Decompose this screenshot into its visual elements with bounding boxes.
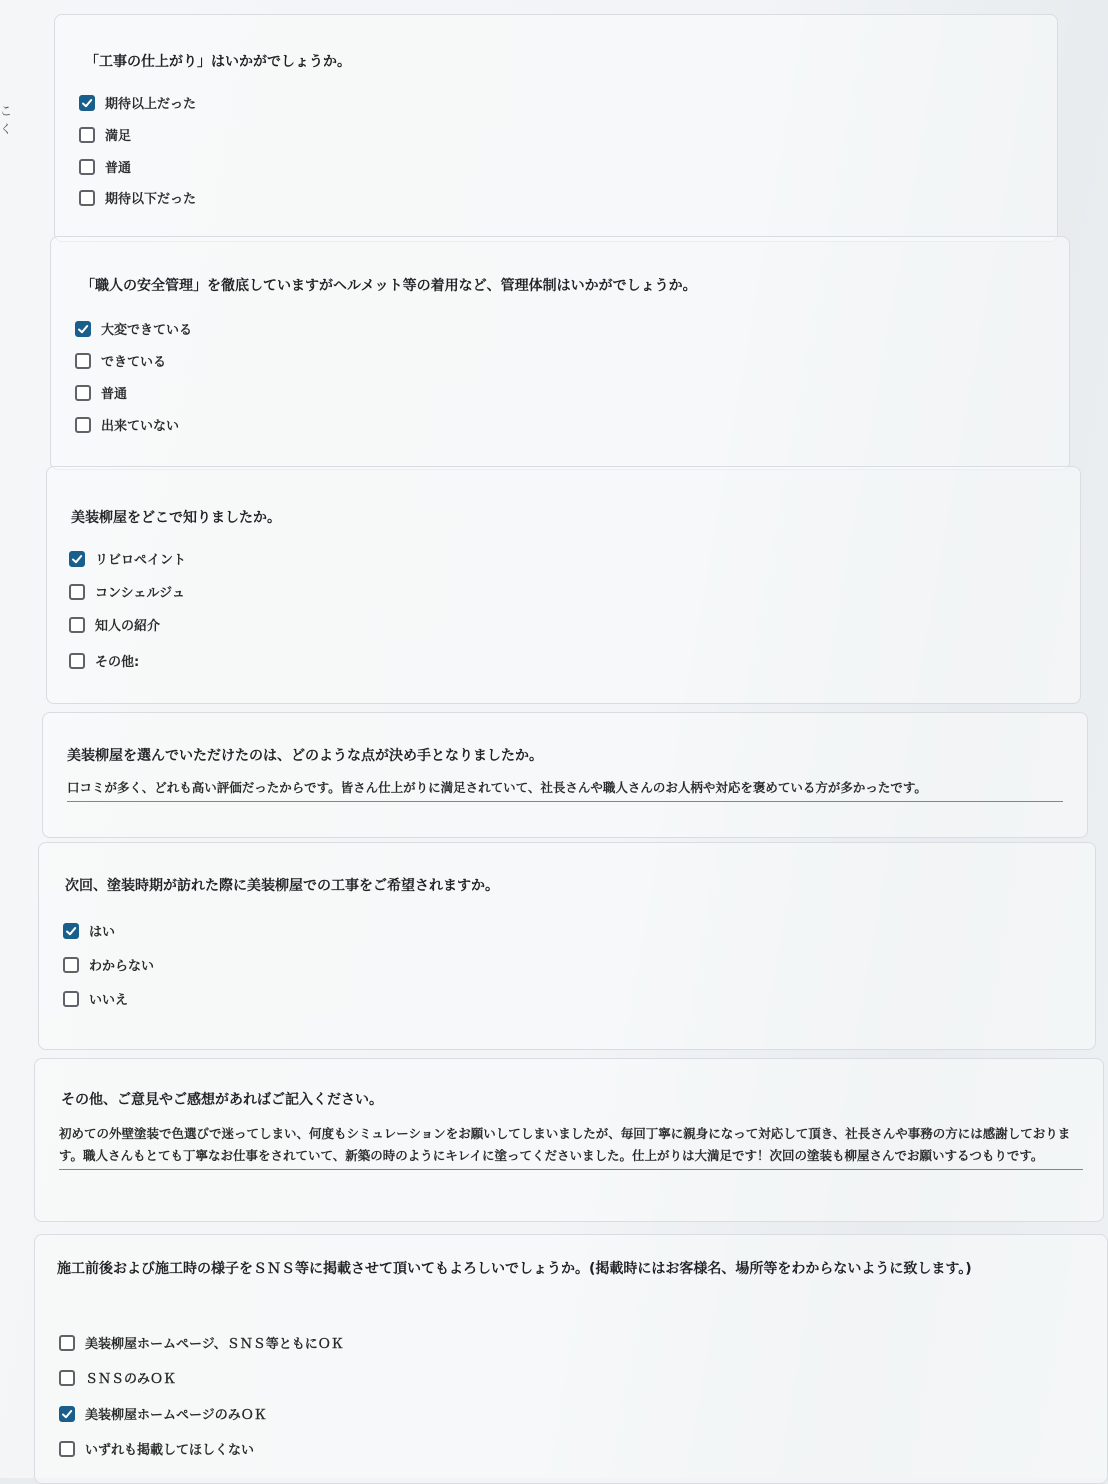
question-card-source <box>46 466 1081 704</box>
checkbox[interactable] <box>59 1406 75 1422</box>
question-card-finish <box>54 14 1058 242</box>
checkbox[interactable] <box>59 1370 75 1386</box>
option-row[interactable] <box>59 1368 176 1387</box>
option-label: 大変できている <box>101 323 193 338</box>
checkbox[interactable] <box>79 159 95 175</box>
option-label: リビロペイント <box>95 553 187 568</box>
question-card-safety <box>50 236 1070 470</box>
checkbox[interactable] <box>75 353 91 369</box>
edge-text-fragment: く <box>0 122 13 136</box>
question-title: 施工前後および施工時の様子をＳＮＳ等に掲載させて頂いてもよろしいでしょうか。(掲載時にはお客様名、場所等をわからないように致します。) <box>57 1261 972 1277</box>
checkmark-icon <box>81 97 93 109</box>
option-label: ＳＮＳのみＯＫ <box>85 1372 177 1387</box>
option-row[interactable] <box>69 582 185 601</box>
question-card-next-time <box>38 842 1096 1050</box>
checkbox[interactable] <box>79 190 95 206</box>
option-row[interactable] <box>79 93 196 112</box>
option-label: 期待以下だった <box>105 192 197 207</box>
option-label: 知人の紹介 <box>95 619 161 634</box>
option-label: わからない <box>89 959 155 974</box>
option-row[interactable] <box>79 125 131 144</box>
question-title: 美装柳屋を選んでいただけたのは、どのような点が決め手となりましたか。 <box>67 748 543 764</box>
option-row[interactable] <box>63 989 128 1008</box>
edge-text-fragment: こ <box>0 104 13 118</box>
option-label: 美装柳屋ホームページ、ＳＮＳ等ともにＯＫ <box>85 1337 344 1352</box>
option-row[interactable] <box>59 1333 344 1352</box>
option-label: 美装柳屋ホームページのみＯＫ <box>85 1408 267 1423</box>
option-label: 普通 <box>101 387 128 402</box>
question-title: 美装柳屋をどこで知りましたか。 <box>71 510 281 526</box>
option-row[interactable] <box>75 415 179 434</box>
checkbox[interactable] <box>75 417 91 433</box>
checkbox[interactable] <box>63 991 79 1007</box>
option-label: できている <box>101 355 167 370</box>
option-row[interactable] <box>69 651 139 670</box>
checkbox[interactable] <box>79 127 95 143</box>
checkbox[interactable] <box>59 1335 75 1351</box>
checkbox[interactable] <box>59 1441 75 1457</box>
option-label: いいえ <box>89 993 129 1008</box>
option-row[interactable] <box>63 955 154 974</box>
checkmark-icon <box>61 1408 73 1420</box>
option-row[interactable] <box>63 921 115 940</box>
checkmark-icon <box>77 323 89 335</box>
checkbox[interactable] <box>69 617 85 633</box>
option-row[interactable] <box>75 351 166 370</box>
option-row[interactable] <box>69 615 160 634</box>
checkbox[interactable] <box>75 321 91 337</box>
checkmark-icon <box>71 553 83 565</box>
checkbox[interactable] <box>63 923 79 939</box>
option-row[interactable] <box>59 1404 267 1423</box>
question-card-sns-permission <box>34 1234 1108 1484</box>
checkmark-icon <box>65 925 77 937</box>
option-row[interactable] <box>69 549 186 568</box>
answer-text[interactable]: 口コミが多く、どれも高い評価だったからです。皆さん仕上がりに満足されていて、社長さんや職人さんのお人柄や対応を褒めている方が多かったです。 <box>67 777 1063 802</box>
checkbox[interactable] <box>69 653 85 669</box>
option-row[interactable] <box>79 157 131 176</box>
option-row[interactable] <box>75 383 127 402</box>
question-title: 「工事の仕上がり」はいかがでしょうか。 <box>85 54 351 70</box>
option-label: 満足 <box>105 129 132 144</box>
checkbox[interactable] <box>63 957 79 973</box>
question-card-comments <box>34 1058 1104 1222</box>
option-row[interactable] <box>79 188 196 207</box>
answer-text[interactable]: 初めての外壁塗装で色選びで迷ってしまい、何度もシミュレーションをお願いしてしまいましたが、毎回丁寧に親身になって対応して頂き、社長さんや事務の方には感謝しております。職人さんもとても丁寧なお仕事をされていて、新築の時のようにキレイに塗ってくださいました。仕上がりは大満足です！次回の塗装も柳屋さんでお願いするつもりです。 <box>59 1123 1083 1170</box>
option-label: その他: <box>95 655 140 670</box>
checkbox[interactable] <box>69 551 85 567</box>
option-label: 期待以上だった <box>105 97 197 112</box>
option-row[interactable] <box>75 319 192 338</box>
option-label: 普通 <box>105 161 132 176</box>
question-title: その他、ご意見やご感想があればご記入ください。 <box>61 1092 383 1108</box>
option-label: はい <box>89 925 116 940</box>
checkbox[interactable] <box>75 385 91 401</box>
option-row[interactable] <box>59 1439 254 1458</box>
question-card-reason <box>42 712 1088 838</box>
option-label: いずれも掲載してほしくない <box>85 1443 255 1458</box>
checkbox[interactable] <box>69 584 85 600</box>
question-title: 次回、塗装時期が訪れた際に美装柳屋での工事をご希望されますか。 <box>65 878 499 894</box>
option-label: 出来ていない <box>101 419 180 434</box>
option-label: コンシェルジュ <box>95 586 185 601</box>
checkbox[interactable] <box>79 95 95 111</box>
question-title: 「職人の安全管理」を徹底していますがヘルメット等の着用など、管理体制はいかがでしょうか。 <box>81 278 697 294</box>
